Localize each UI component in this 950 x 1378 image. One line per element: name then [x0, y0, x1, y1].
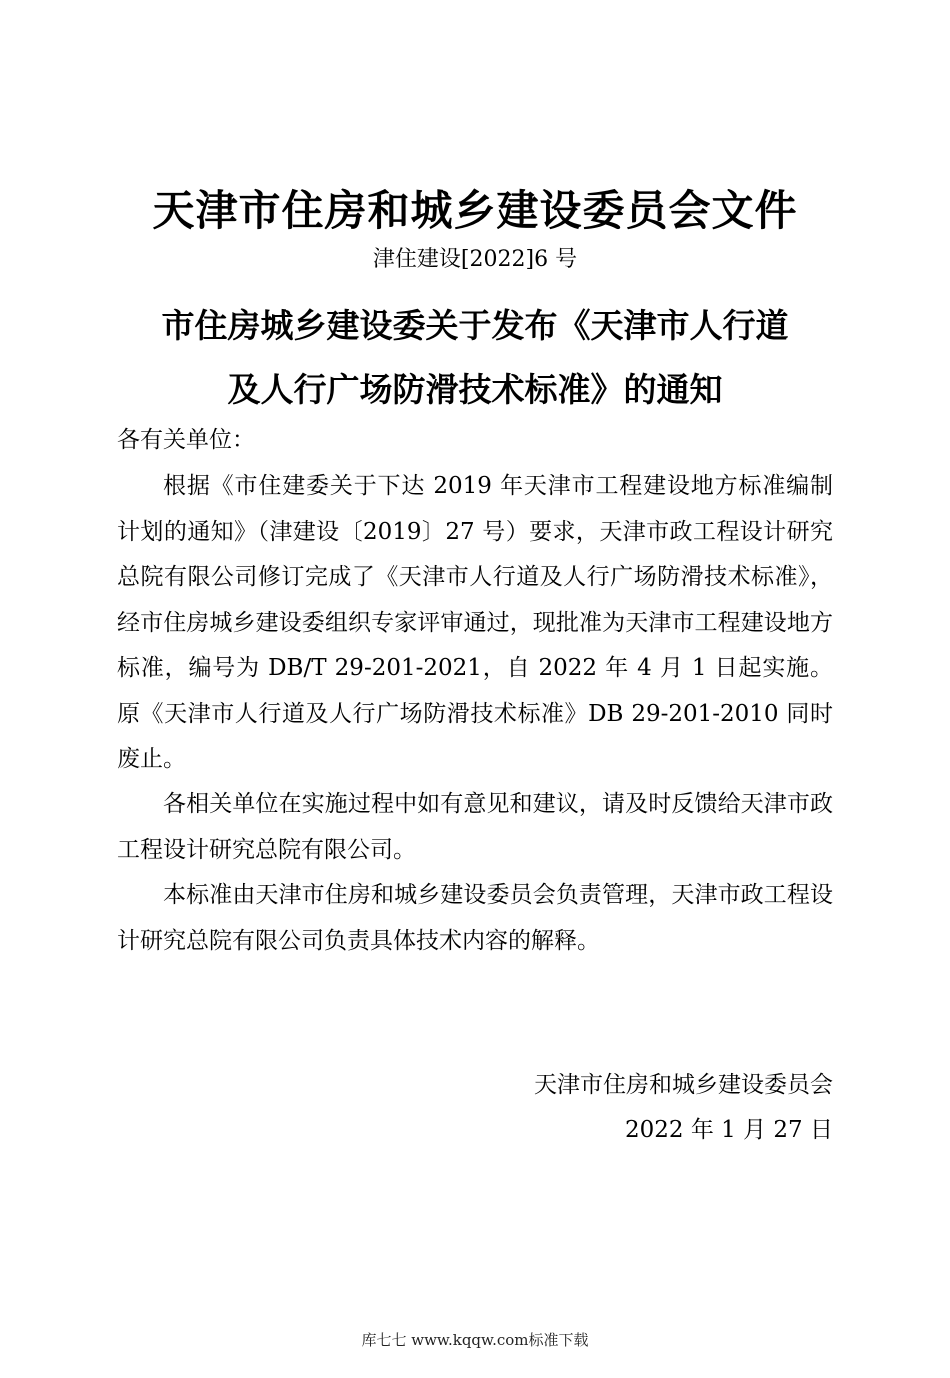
- issuer-title: 天津市住房和城乡建设委员会文件: [152, 186, 798, 235]
- notice-title-line-1: 市住房城乡建设委关于发布《天津市人行道: [161, 306, 789, 345]
- body-paragraph-1: 根据《市住建委关于下达 2019 年天津市工程建设地方标准编制计划的通知》（津建设〔2019〕27 号）要求，天津市政工程设计研究总院有限公司修订完成了《天津市人行道及人行广场防滑技术标准》，经市住房城乡建设委组织专家评审通过，现批准为天津市工程建设地方标准，编号为 DB/T 29-201-2021，自 2022 年 4 月 1 日起实施。原《天津市人行道及人行广场防滑技术标准》DB 29-201-2010 同时废止。: [117, 473, 833, 772]
- body-paragraph-2: 各相关单位在实施过程中如有意见和建议，请及时反馈给天津市政工程设计研究总院有限公司。: [117, 791, 833, 863]
- signature-organization: 天津市住房和城乡建设委员会: [534, 1072, 833, 1098]
- footer-watermark: 库七七 www.kqqw.com标准下载: [361, 1331, 589, 1349]
- body-paragraph-3: 本标准由天津市住房和城乡建设委员会负责管理，天津市政工程设计研究总院有限公司负责具体技术内容的解释。: [117, 882, 833, 954]
- signature-date: 2022 年 1 月 27 日: [625, 1117, 833, 1143]
- notice-title-line-2: 及人行广场防滑技术标准》的通知: [227, 370, 723, 409]
- addressee: 各有关单位：: [117, 427, 255, 453]
- document-number: 津住建设[2022]6 号: [372, 247, 578, 272]
